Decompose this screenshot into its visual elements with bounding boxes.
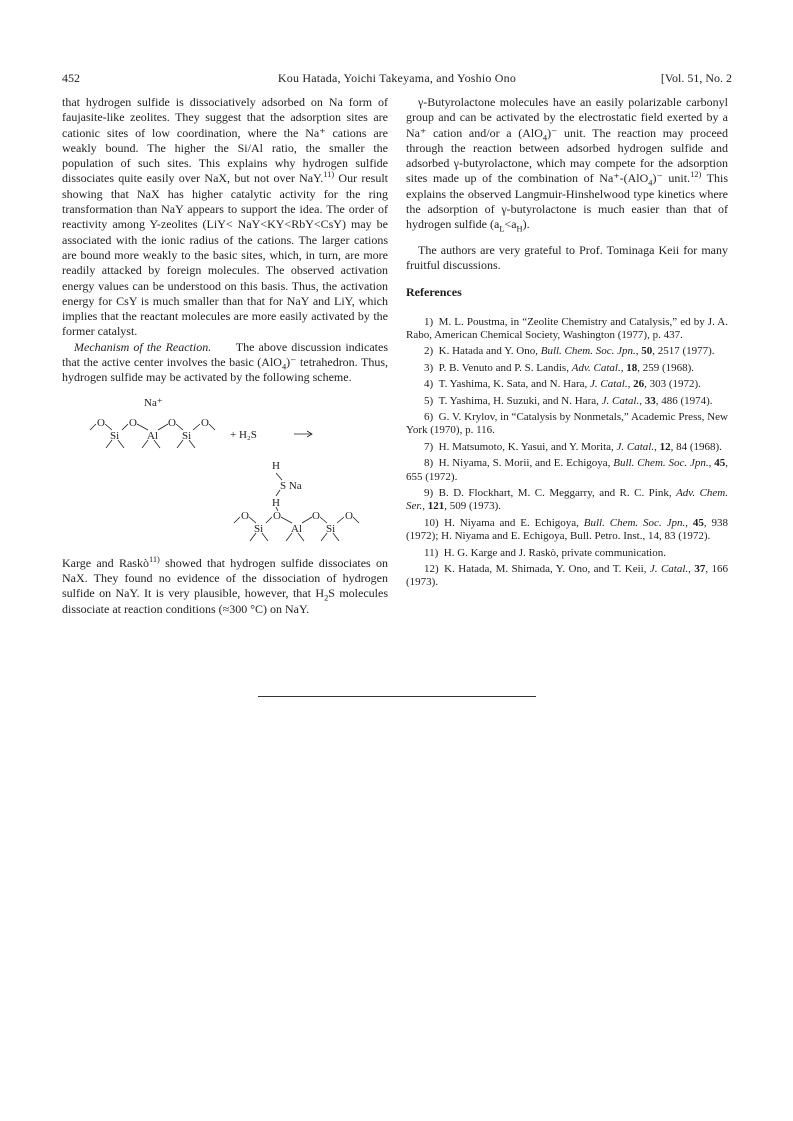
text: unit. The reaction may proceed through the reaction between adsorbed hydrogen sulfide and adsorbed γ-butyrolactone, which may compete for the adsorption sites made up of the combination of Na⁺-(AlO — [406, 125, 729, 186]
right-column — [406, 95, 728, 593]
journal-volume: 50 — [641, 345, 653, 358]
reference-item: 9) B. D. Flockhart, M. C. Meggarry, and R. C. Pink, Adv. Chem. Ser., 121, 509 (1973). — [406, 487, 728, 513]
left-column — [62, 95, 388, 617]
reference-number: 9) — [424, 487, 434, 500]
journal-name: J. Catal. — [649, 563, 689, 576]
reference-text: B. D. Flockhart, M. C. Meggarry, and R. C. Pink, — [438, 487, 677, 500]
text: γ-Butyrolactone molecules have an easily polarizable carbonyl group and can be activated by the electrostatic field exerted by a Na⁺ cation and/or a (AlO — [406, 95, 728, 140]
journal-volume: 45 — [692, 516, 704, 529]
silicon-atom: Si — [110, 429, 120, 442]
oxygen-atom: O — [168, 416, 176, 429]
citation: 11) — [148, 554, 160, 564]
reference-number: 11) — [424, 546, 439, 559]
reference-text: , 2517 (1977). — [652, 345, 715, 358]
reference-item: 5) T. Yashima, H. Suzuki, and N. Hara, J. Catal., 33, 486 (1974). — [424, 394, 713, 407]
reference-text: K. Hatada and Y. Ono, — [438, 345, 541, 358]
reference-text: M. L. Poustma, in “Zeolite Chemistry and Catalysis,” ed by J. A. Rabo, American Chemical Society, Washington (1977), p. 437. — [406, 315, 728, 341]
hydrogen-atom: H — [272, 459, 280, 472]
journal-name: Bull. Chem. Soc. Jpn. — [613, 457, 709, 470]
reference-number: 10) — [424, 516, 439, 529]
journal-name: Bull. Chem. Soc. Jpn. — [540, 345, 636, 358]
h2s-reactant: + H₂S — [230, 428, 257, 441]
subscript: 4 — [648, 178, 653, 188]
reference-text: H. Niyama and E. Echigoya, — [444, 516, 584, 529]
reference-text: T. Yashima, K. Sata, and N. Hara, — [438, 378, 590, 391]
journal-name: Adv. Chem. Ser. — [406, 487, 728, 513]
subscript: 4 — [281, 362, 287, 372]
reference-text: , 166 (1973). — [406, 563, 729, 589]
journal-name: Adv. Catal. — [571, 361, 621, 374]
reference-text: , 655 (1972). — [406, 457, 728, 483]
text: Karge and Raskò — [62, 555, 149, 570]
reference-number: 3) — [424, 361, 434, 374]
aluminum-atom: Al — [291, 522, 302, 535]
reference-item — [406, 411, 728, 438]
journal-volume: 18 — [626, 361, 638, 374]
reference-text: , 259 (1968). — [637, 361, 695, 374]
reference-text: T. Yashima, H. Suzuki, and N. Hara, — [438, 394, 602, 407]
text: S molecules dissociate at reaction conditions (≈300 °C) on NaY. — [62, 586, 388, 616]
references-heading: References — [406, 285, 462, 300]
subscript: 4 — [542, 132, 548, 142]
text: <a — [504, 217, 517, 232]
reaction-scheme — [62, 394, 388, 550]
oxygen-atom: O — [129, 416, 137, 429]
journal-volume: 37 — [694, 563, 706, 576]
oxygen-atom: O — [201, 416, 209, 429]
text: that hydrogen sulfide is dissociatively adsorbed on Na form of faujasite-like zeolites. They suggest that the adsorption sites are cationic sites of low coordination, where the Na⁺ cations are weakly bound. The higher the Si/Al ratio, the smaller the population of such sites. This explains why hydrogen sulfide dissociates quite easily over NaX, but not over NaY. — [62, 95, 388, 186]
journal-name: J. Catal. — [601, 394, 640, 407]
references-list — [406, 316, 728, 590]
subscript: L — [499, 224, 505, 234]
sulfur-sodium: S Na — [280, 479, 302, 492]
journal-volume: 45 — [714, 457, 726, 470]
reference-text: , 509 (1973). — [444, 500, 502, 513]
reference-number: 5) — [424, 394, 434, 407]
reference-item — [406, 547, 728, 560]
paragraph-mechanism — [62, 340, 388, 386]
reference-item: 12) K. Hatada, M. Shimada, Y. Ono, and T. Keii, J. Catal., 37, 166 (1973). — [406, 563, 729, 589]
oxygen-atom: O — [312, 509, 320, 522]
text: )⁻ — [286, 355, 297, 370]
paragraph-karge — [62, 556, 388, 617]
reference-number: 1) — [424, 315, 434, 328]
reference-number: 6) — [424, 411, 434, 423]
paragraph-butyrolactone — [406, 95, 728, 233]
oxygen-atom: O — [97, 416, 105, 429]
oxygen-atom: O — [273, 509, 281, 522]
text: The above discussion indicates that the active center involves the basic (AlO — [62, 339, 388, 370]
reference-item: 2) K. Hatada and Y. Ono, Bull. Chem. Soc. Jpn., 50, 2517 (1977). — [424, 345, 715, 358]
reference-item: 10) H. Niyama and E. Echigoya, Bull. Chem. Soc. Jpn., 45, 938 (1972); H. Niyama and E. Echigoya, Bull. Petro. Inst., 14, 83 (1972). — [406, 516, 728, 543]
reference-text: K. Hatada, M. Shimada, Y. Ono, and T. Keii, — [444, 563, 650, 576]
text: )⁻ — [547, 125, 558, 140]
text: ). — [522, 217, 530, 232]
reference-number: 2) — [424, 345, 434, 358]
end-rule — [258, 696, 536, 697]
reference-number: 4) — [424, 378, 434, 391]
reference-text: , 303 (1972). — [644, 378, 701, 391]
journal-volume: 12 — [659, 440, 671, 453]
text: )⁻ — [652, 171, 663, 186]
journal-volume: 33 — [644, 394, 656, 407]
oxygen-atom: O — [345, 509, 353, 522]
reference-item — [406, 316, 728, 343]
citation: 11) — [323, 170, 335, 180]
silicon-atom: Si — [254, 522, 264, 535]
reference-number: 7) — [424, 440, 434, 453]
journal-name: J. Catal. — [616, 440, 655, 453]
reference-item: 7) H. Matsumoto, K. Yasui, and Y. Morita, J. Catal., 12, 84 (1968). — [424, 440, 722, 453]
volume-info: [Vol. 51, No. 2 — [660, 71, 732, 85]
journal-volume: 26 — [633, 378, 645, 391]
text: showed that hydrogen sulfide dissociates on NaX. They found no evidence of the dissociation of hydrogen sulfide on NaY. It is very plausible, however, that H — [62, 555, 388, 601]
reference-text: P. B. Venuto and P. S. Landis, — [438, 361, 572, 374]
reference-number: 8) — [424, 457, 434, 470]
aluminum-atom: Al — [147, 429, 158, 442]
na-cation-label: Na⁺ — [144, 396, 163, 409]
journal-name: Bull. Chem. Soc. Jpn. — [583, 516, 686, 529]
citation: 12) — [690, 170, 702, 180]
running-authors: Kou Hatada, Yoichi Takeyama, and Yoshio Ono — [277, 71, 517, 85]
reference-item: 3) P. B. Venuto and P. S. Landis, Adv. Catal., 18, 259 (1968). — [424, 361, 695, 374]
subscript: H — [516, 224, 523, 234]
reference-item: 8) H. Niyama, S. Morii, and E. Echigoya, Bull. Chem. Soc. Jpn., 45, 655 (1972). — [406, 457, 728, 483]
journal-name: J. Catal. — [590, 378, 628, 391]
reference-item: 4) T. Yashima, K. Sata, and N. Hara, J. Catal., 26, 303 (1972). — [424, 378, 701, 391]
reference-text: H. Matsumoto, K. Yasui, and Y. Morita, — [438, 440, 617, 453]
text: Our result showing that NaX has higher catalytic activity for the ring transformation than NaY appears to support the idea. The order of reactivity among Y-zeolites (LiY< NaY<KY<RbY<CsY) may be associated with the ionic radius of the cations. The larger cations are bound more weakly to the basic sites, which, in turn, are more readily attacked by foreign molecules. The observed activation energy values can be understood on this basis. Thus, the activation energy for CsY is much smaller than that for NaY and LiY, which implies that the reactant molecules are more easily activated by the former catalyst. — [62, 171, 388, 339]
reference-text: , 938 (1972); H. Niyama and E. Echigoya, Bull. Petro. Inst., 14, 83 (1972). — [406, 516, 728, 543]
page-header — [62, 71, 732, 87]
page-number: 452 — [62, 71, 80, 85]
silicon-atom: Si — [326, 522, 336, 535]
reference-text: , 84 (1968). — [670, 440, 722, 453]
paragraph-active-sites — [62, 95, 388, 340]
reference-text: H. Niyama, S. Morii, and E. Echigoya, — [438, 457, 614, 470]
oxygen-atom: O — [241, 509, 249, 522]
text: tetrahedron. Thus, hydrogen sulfide may be activated by the following scheme. — [62, 355, 388, 385]
subscript: 2 — [324, 593, 329, 603]
section-heading: Mechanism of the Reaction. — [74, 339, 212, 354]
silicon-atom: Si — [182, 429, 192, 442]
hydrogen-atom: H — [272, 496, 280, 509]
acknowledgment: The authors are very grateful to Prof. Tominaga Keii for many fruitful discussions. — [406, 242, 728, 272]
reference-text: H. G. Karge and J. Raskò, private communication. — [443, 546, 666, 559]
reference-number: 12) — [424, 563, 439, 576]
scheme-diagram — [62, 394, 388, 550]
journal-volume: 121 — [427, 500, 445, 513]
text: unit. — [662, 171, 691, 186]
reference-text: , 486 (1974). — [655, 394, 713, 407]
reference-text: G. V. Krylov, in “Catalysis by Nonmetals,” Academic Press, New York (1970), p. 116. — [406, 411, 728, 437]
text: This explains the observed Langmuir-Hinshelwood type kinetics where the adsorption of γ-butyrolactone is much easier than that of hydrogen sulfide (a — [406, 171, 728, 232]
